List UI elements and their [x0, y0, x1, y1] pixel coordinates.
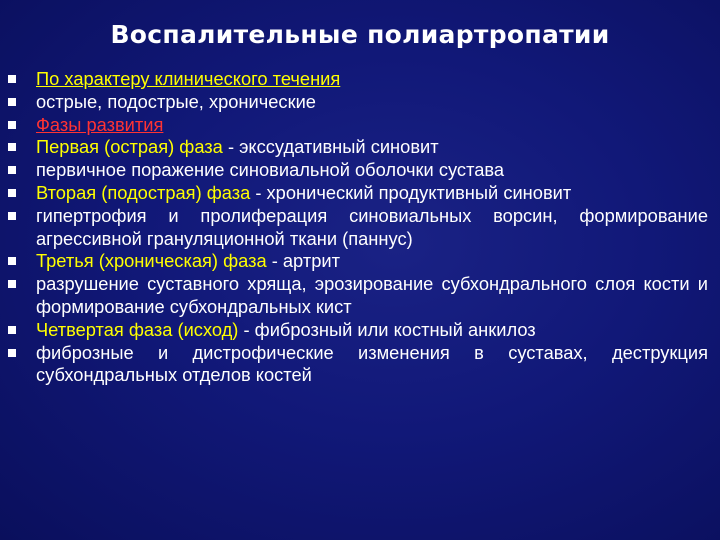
list-item [8, 91, 708, 114]
list-item [8, 273, 708, 319]
item-text: разрушение суставного хряща, эрозирование субхондрального слоя кости и формирование субхондральных кист [36, 273, 708, 317]
list-item [8, 250, 708, 273]
item-text: - экссудативный синовит [222, 136, 439, 158]
list-item [8, 205, 708, 251]
list-item [8, 136, 708, 159]
square-bullet-icon [8, 121, 16, 129]
item-text: - фиброзный или костный анкилоз [238, 318, 536, 340]
list-item [8, 159, 708, 182]
square-bullet-icon [8, 189, 16, 197]
phase-label: Первая (острая) фаза [36, 136, 223, 158]
phase-label: Третья (хроническая) фаза [36, 250, 267, 272]
square-bullet-icon [8, 349, 16, 357]
slide-title: Воспалительные полиартропатии [110, 20, 610, 49]
square-bullet-icon [8, 75, 16, 83]
list-item [8, 342, 708, 388]
phase-label: Четвертая фаза (исход) [36, 318, 239, 340]
square-bullet-icon [8, 166, 16, 174]
item-text: - артрит [266, 250, 340, 272]
item-text: фиброзные и дистрофические изменения в суставах, деструкция субхондральных отделов костей [36, 341, 708, 386]
square-bullet-icon [8, 326, 16, 334]
item-text: острые, подострые, хронические [36, 90, 316, 112]
list-item [8, 68, 708, 91]
item-text: первичное поражение синовиальной оболочки сустава [36, 159, 505, 181]
phase-label: Вторая (подострая) фаза [36, 181, 251, 203]
square-bullet-icon [8, 280, 16, 288]
heading-phases: Фазы развития [36, 113, 164, 135]
square-bullet-icon [8, 257, 16, 265]
list-item [8, 319, 708, 342]
item-text: гипертрофия и пролиферация синовиальных ворсин, формирование агрессивной грануляционной ткани (паннус) [36, 204, 708, 249]
heading-clinical-course: По характеру клинического течения [36, 68, 341, 89]
square-bullet-icon [8, 212, 16, 220]
list-item [8, 114, 708, 137]
bullet-list [8, 68, 708, 387]
item-text: - хронический продуктивный синовит [250, 181, 572, 203]
list-item [8, 182, 708, 205]
square-bullet-icon [8, 143, 16, 151]
square-bullet-icon [8, 98, 16, 106]
